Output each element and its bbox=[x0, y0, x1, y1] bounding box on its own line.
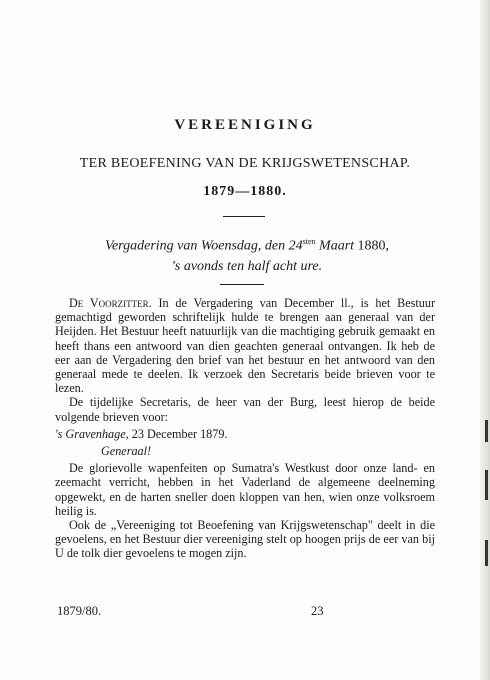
scan-mark bbox=[485, 540, 488, 566]
meeting-line-2 bbox=[61, 257, 433, 277]
letter-dateline bbox=[55, 427, 435, 441]
paragraph: De tijdelijke Secretaris, de heer van der Burg, leest hierop de beide volgende brieven voor: bbox=[55, 395, 435, 424]
volume-label: 1879/80. bbox=[57, 604, 102, 618]
divider-rule bbox=[220, 284, 264, 285]
book-page bbox=[55, 0, 435, 680]
paragraph bbox=[55, 296, 435, 395]
scan-edge bbox=[480, 0, 490, 680]
meeting-year: 1880, bbox=[357, 238, 390, 254]
body-text bbox=[55, 296, 435, 561]
scan-mark bbox=[485, 420, 488, 442]
scan-mark bbox=[485, 470, 488, 500]
paragraph: Ook de „Vereeniging tot Beoefening van Krijgswetenschap" deelt in die gevoelens, en het Bestuur dier vereeniging stelt op hoogen prijs de eer van bij U de tolk dier gevoelens te mogen zijn. bbox=[55, 518, 435, 561]
letter-place: 's Gravenhage, bbox=[55, 426, 129, 441]
meeting-day-suffix: sten bbox=[302, 237, 316, 246]
years-heading: 1879—1880. bbox=[203, 184, 287, 199]
meeting-weekday: Vergadering van Woensdag, bbox=[104, 238, 262, 254]
paragraph: De glorievolle wapenfeiten op Sumatra's Westkust door onze land- en zeemacht verricht, hebben in het Vaderland de algemeene deelneming opgewekt, en de harten sneller doen kloppen van hen, wien onze volksroem heilig is. bbox=[55, 461, 435, 518]
society-subtitle: TER BEOEFENING VAN DE KRIJGSWETENSCHAP. bbox=[79, 156, 411, 171]
page-number: 23 bbox=[311, 604, 324, 618]
letter-date: 23 December 1879. bbox=[131, 426, 228, 441]
meeting-line-1 bbox=[61, 232, 433, 257]
meeting-time: 's avonds ten half acht ure. bbox=[171, 258, 323, 274]
divider-rule bbox=[223, 216, 265, 217]
meeting-month: Maart bbox=[319, 238, 355, 254]
meeting-heading bbox=[61, 232, 433, 277]
paragraph-text: In de Vergadering van December ll., is het Bestuur gemachtigd geworden schriftelijk hulde te brengen aan generaal van der Heijden. Het Bestuur heeft natuurlijk van die machtiging gebruik gemaakt en heeft thans een antwoord van dien geachten generaal ontvangen. Ik heb de eer aan de Vergadering den brief van het bestuur en het antwoord van den generaal mede te deelen. Ik verzoek den Secretaris beide brieven voor te lezen. bbox=[55, 296, 435, 396]
society-title: VEREENIGING bbox=[174, 117, 316, 133]
speaker-name: De Voorzitter. bbox=[69, 296, 152, 310]
meeting-day: den 24 bbox=[264, 238, 303, 254]
letter-salutation: Generaal! bbox=[101, 444, 152, 459]
